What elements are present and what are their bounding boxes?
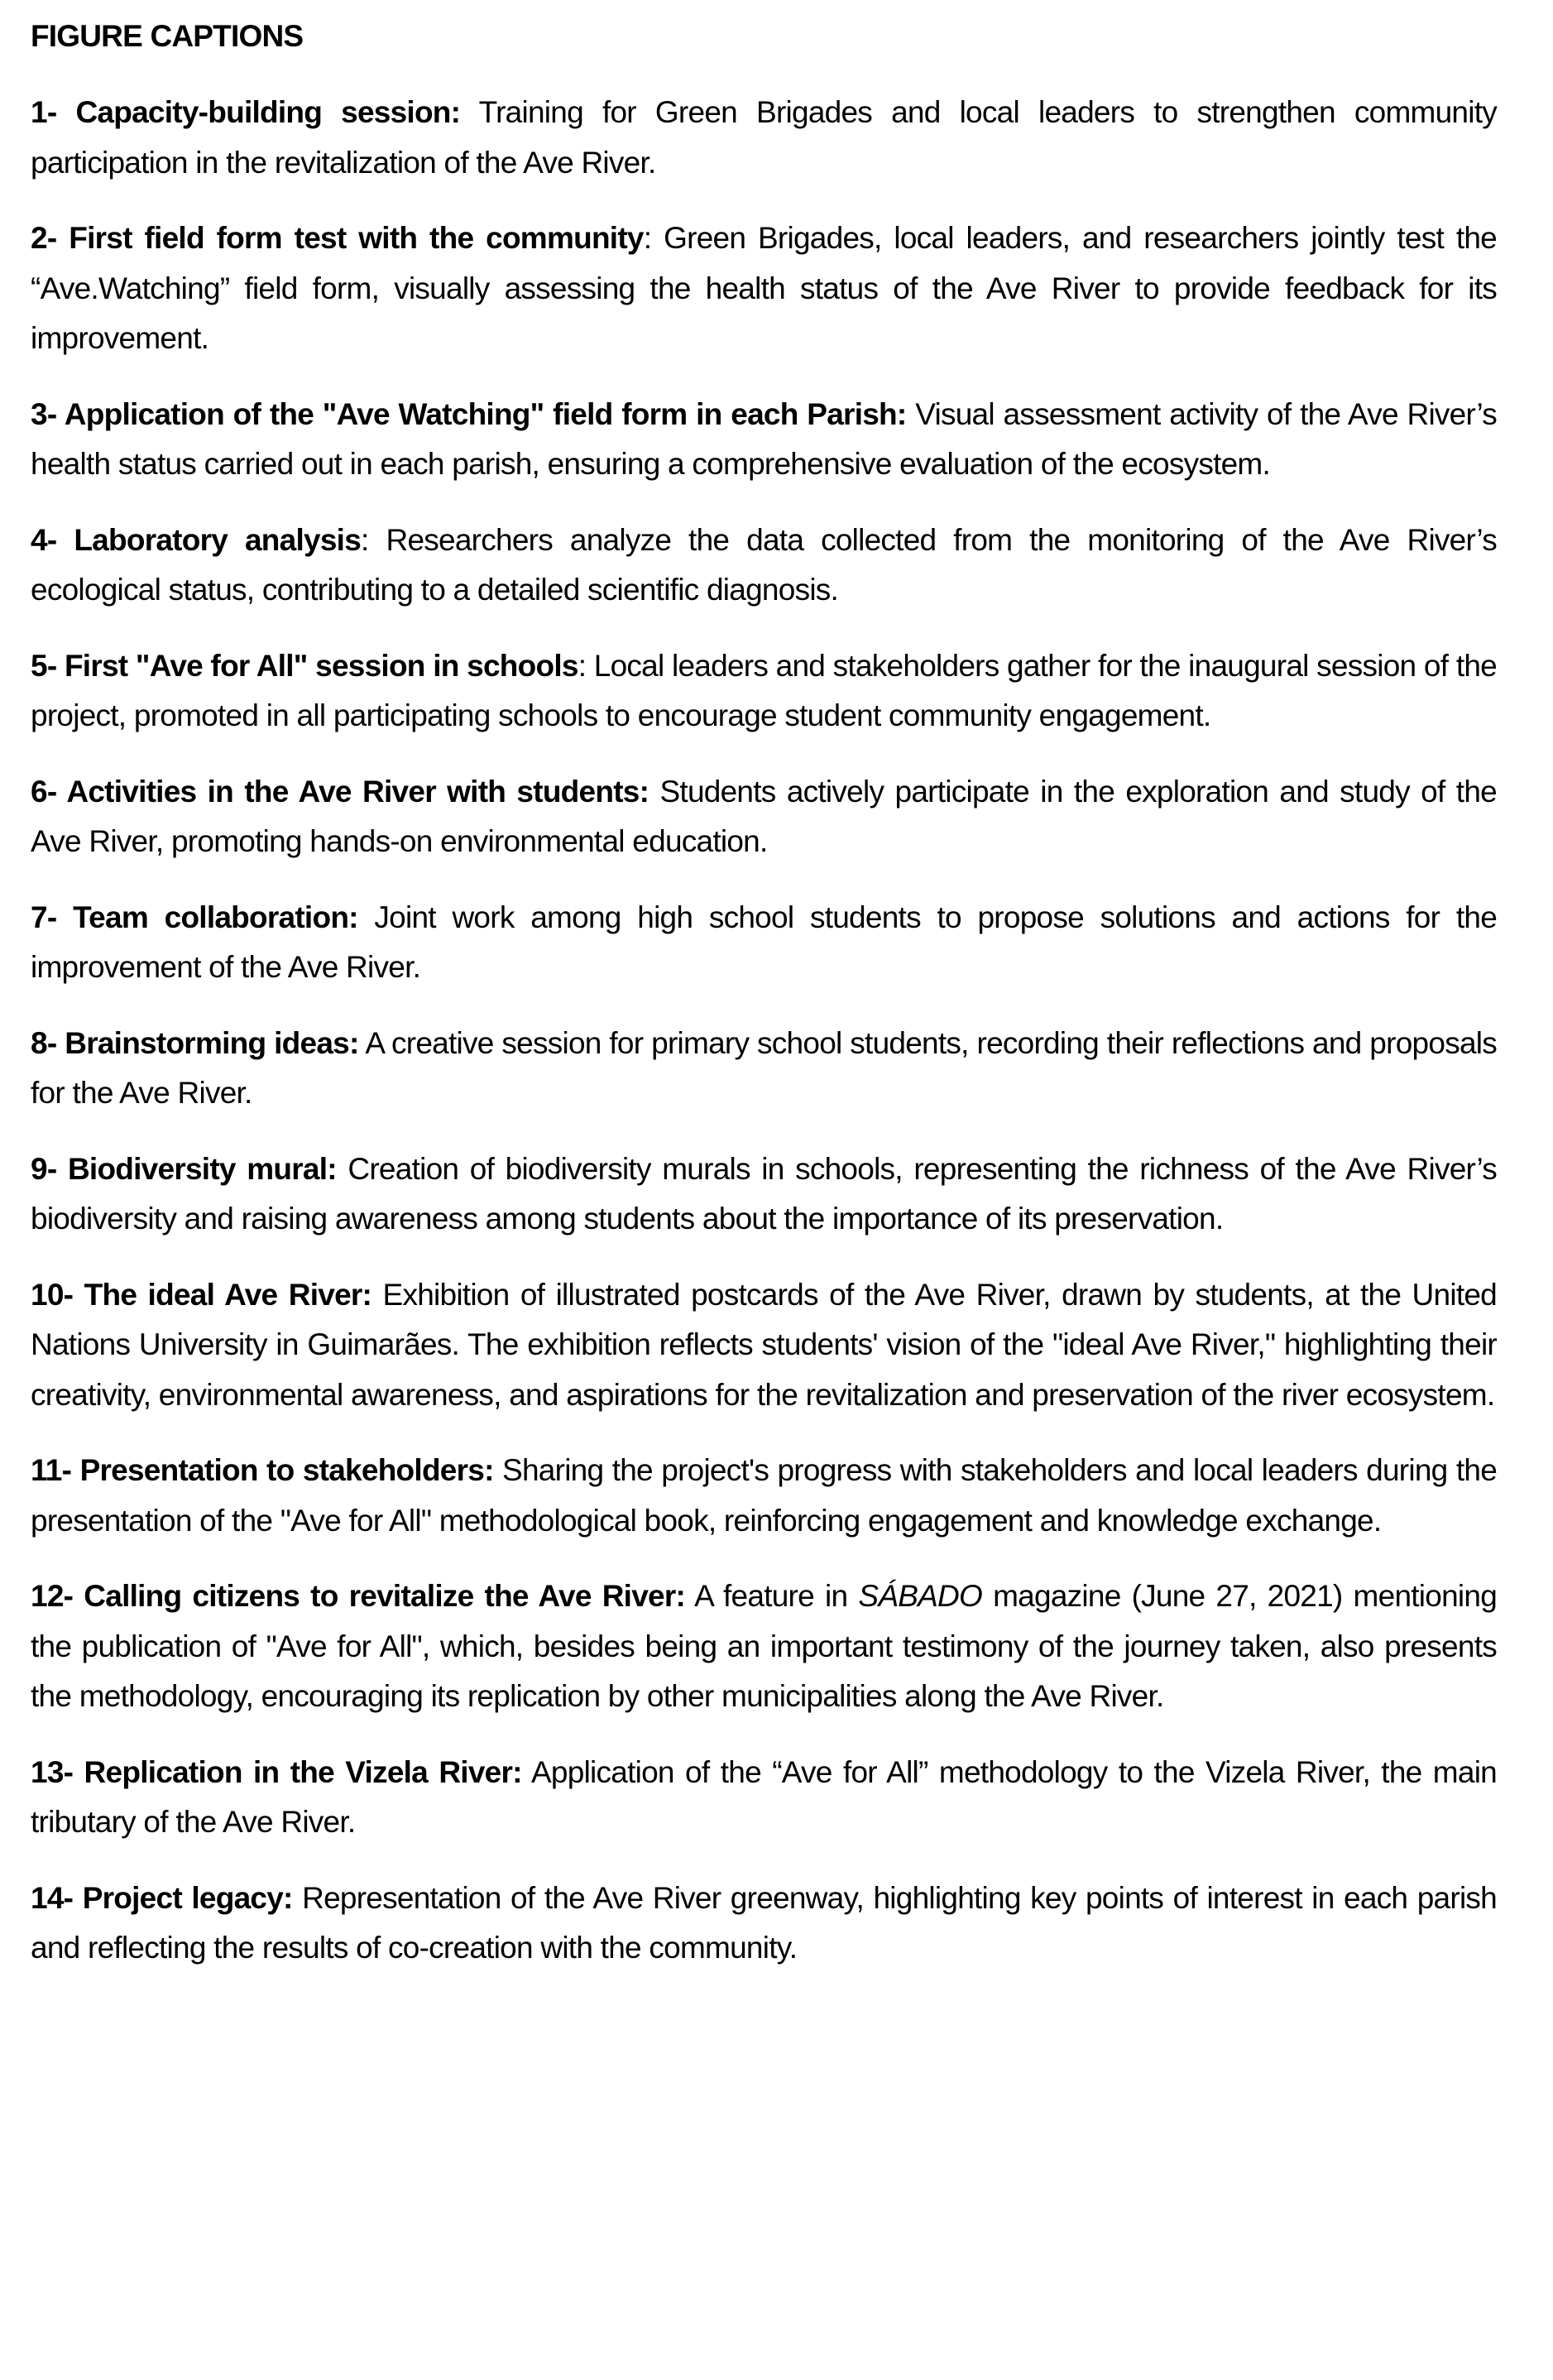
caption-text: Sharing the project's progress with stakeholders and local leaders during the presentation of the "Ave for All" methodological book, reinforcing engagement and knowledge exchange.	[31, 1453, 1498, 1538]
caption-text: Visual assessment activity of the Ave River’s health status carried out in each parish, ensuring a comprehensive evaluation of the ecosystem.	[31, 396, 1498, 481]
caption-2: 2- First field form test with the community: Green Brigades, local leaders, and researchers jointly test the “Ave.Watching” field form, visually assessing the health status of the Ave River to provide feedback for its improvement.	[31, 221, 1498, 355]
caption-13	[31, 1748, 1497, 1848]
caption-10	[31, 1270, 1497, 1421]
caption-text: Creation of biodiversity murals in schools, representing the richness of the Ave River’s biodiversity and raising awareness among students about the importance of its preservation.	[31, 1151, 1498, 1236]
caption-heading: 13- Replication in the Vizela River:	[31, 1754, 522, 1789]
caption-heading: 12- Calling citizens to revitalize the Ave River:	[31, 1579, 686, 1613]
caption-8	[31, 1019, 1497, 1119]
magazine-name: SÁBADO	[858, 1579, 983, 1613]
caption-text: Joint work among high school students to propose solutions and actions for the improvement of the Ave River.	[31, 900, 1498, 984]
caption-heading: 6- Activities in the Ave River with students:	[31, 774, 649, 809]
caption-heading: 9- Biodiversity mural:	[31, 1151, 337, 1186]
caption-heading: 3- Application of the "Ave Watching" field form in each Parish:	[31, 396, 907, 431]
caption-4: 4- Laboratory analysis: Researchers analyze the data collected from the monitoring of the Ave River’s ecological status, contributing to a detailed scientific diagnosis.	[31, 522, 1497, 607]
caption-3	[31, 390, 1497, 490]
caption-6	[31, 767, 1497, 867]
caption-11	[31, 1446, 1497, 1546]
caption-text: Green Brigades, local leaders, and researchers jointly test the “Ave.Watching” field form, visually assessing the health status of the Ave River to provide feedback for its improvement.	[31, 221, 1498, 355]
caption-heading: 11- Presentation to stakeholders:	[31, 1453, 494, 1487]
caption-text: magazine (June 27, 2021) mentioning the publication of "Ave for All", which, besides being an important testimony of the journey taken, also presents the methodology, encouraging its replication by other municipalities along the Ave River.	[31, 1579, 1498, 1713]
caption-14	[31, 1874, 1497, 1974]
caption-heading: 14- Project legacy:	[31, 1880, 293, 1915]
caption-text: Representation of the Ave River greenway, highlighting key points of interest in each parish and reflecting the results of co-creation with the community.	[31, 1880, 1498, 1965]
caption-text: Students actively participate in the exploration and study of the Ave River, promoting hands-on environmental education.	[31, 774, 1497, 858]
caption-text: Training for Green Brigades and local leaders to strengthen community participation in the revitalization of the Ave River.	[31, 95, 1497, 180]
caption-heading: 4- Laboratory analysis	[31, 522, 362, 557]
caption-heading: 10- The ideal Ave River:	[31, 1277, 372, 1312]
caption-text: Application of the “Ave for All” methodology to the Vizela River, the main tributary of the Ave River.	[31, 1754, 1497, 1839]
caption-heading: 8- Brainstorming ideas:	[31, 1025, 359, 1060]
caption-heading: 1- Capacity-building session:	[31, 95, 461, 129]
caption-heading: 7- Team collaboration:	[31, 900, 358, 934]
caption-9	[31, 1144, 1497, 1245]
caption-7	[31, 893, 1497, 993]
caption-heading: 5- First "Ave for All" session in schools	[31, 648, 578, 683]
caption-text: A creative session for primary school students, recording their reflections and proposals for the Ave River.	[31, 1025, 1497, 1110]
caption-1	[31, 88, 1497, 188]
caption-text: Exhibition of illustrated postcards of the Ave River, drawn by students, at the United Nations University in Guimarães. The exhibition reflects students' vision of the "ideal Ave River," highlighting their creativity, environmental awareness, and aspirations for the revitalization and preservation of the river ecosystem.	[31, 1277, 1497, 1412]
caption-5: 5- First "Ave for All" session in schools: Local leaders and stakeholders gather for the inaugural session of the project, promoted in all participating schools to encourage student community engagement.	[31, 648, 1498, 732]
caption-text: Researchers analyze the data collected from the monitoring of the Ave River’s ecological status, contributing to a detailed scientific diagnosis.	[31, 522, 1497, 607]
section-title: FIGURE CAPTIONS	[31, 19, 304, 53]
caption-12: 12- Calling citizens to revitalize the Ave River: A feature in SÁBADO magazine (June 27, 2021) mentioning the publication of "Ave for All", which, besides being an important testimony of the journey taken, also presents the methodology, encouraging its replication by other municipalities along the Ave River.	[31, 1579, 1498, 1713]
figure-captions-page	[31, 12, 1497, 1999]
caption-heading: 2- First field form test with the community	[31, 221, 644, 255]
caption-text: Local leaders and stakeholders gather for the inaugural session of the project, promoted in all participating schools to encourage student community engagement.	[31, 648, 1498, 732]
